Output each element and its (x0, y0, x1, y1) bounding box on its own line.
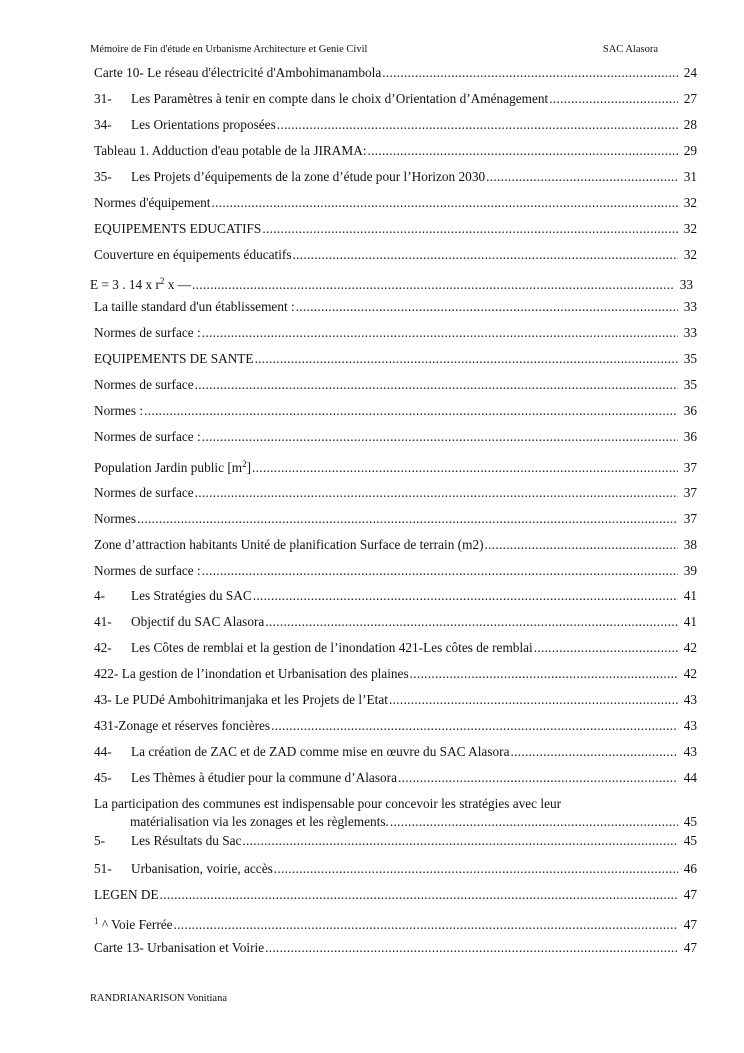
toc-entry-number: 44- (94, 744, 112, 759)
toc-entry-page: 33 (683, 299, 697, 314)
toc-entry-title: Normes : (94, 403, 144, 418)
toc-entry-leader (382, 64, 678, 82)
toc-entry[interactable] (94, 795, 697, 831)
toc-entry[interactable] (94, 717, 697, 735)
toc-entry-title: EQUIPEMENTS DE SANTE (94, 351, 254, 366)
toc-entry-number: 51- (94, 861, 112, 876)
toc-entry-leader (144, 402, 678, 420)
toc-entry-leader (265, 939, 678, 957)
toc-entry[interactable] (94, 324, 697, 342)
toc-entry-page: 42 (683, 666, 697, 681)
toc-entry-title: Les Paramètres à tenir en compte dans le choix d’Orientation d’Aménagement (131, 91, 549, 106)
toc-entry[interactable] (94, 298, 697, 316)
toc-entry-leader (410, 665, 678, 683)
header-right: SAC Alasora (602, 44, 658, 55)
footer-author: RANDRIANARISON Vonitiana (90, 993, 227, 1004)
toc-entry-leader (296, 298, 678, 316)
toc-entry-page: 32 (683, 247, 697, 262)
toc-entry-number: 41- (94, 614, 112, 629)
toc-entry-title: Les Thèmes à étudier pour la commune d’Alasora (131, 770, 397, 785)
toc-entry[interactable] (94, 484, 697, 502)
toc-entry[interactable] (94, 939, 697, 957)
toc-entry-page: 41 (683, 588, 697, 603)
toc-entry-leader (195, 376, 678, 394)
toc-entry-title: Normes d'équipement (94, 195, 211, 210)
toc-entry-page: 47 (683, 940, 697, 955)
toc-entry[interactable] (94, 613, 697, 631)
toc-entry-leader (202, 428, 678, 446)
toc-entry-leader (192, 276, 674, 294)
toc-entry-leader (242, 832, 678, 850)
toc-entry-page: 32 (683, 221, 697, 236)
toc-entry-page: 33 (679, 277, 693, 292)
toc-entry[interactable] (94, 587, 697, 605)
toc-entry-title: EQUIPEMENTS EDUCATIFS (94, 221, 262, 236)
toc-entry-title: 43- Le PUDé Ambohitrimanjaka et les Projets de l’Etat (94, 692, 388, 707)
toc-entry-leader (262, 220, 678, 238)
toc-entry-page: 45 (683, 833, 697, 848)
toc-entry-leader (274, 860, 678, 878)
toc-entry-number: 35- (94, 169, 112, 184)
toc-entry-title: Population Jardin public $[m^2]$ (94, 459, 252, 475)
toc-entry-page: 39 (683, 563, 697, 578)
toc-entry-leader (389, 691, 678, 709)
toc-entry-page: 35 (683, 377, 697, 392)
toc-entry-title: Les Projets d’équipements de la zone d’étude pour l’Horizon 2030 (131, 169, 486, 184)
toc-entry[interactable] (94, 832, 697, 850)
toc-entry-page: 31 (683, 169, 697, 184)
toc-entry-title: La taille standard d'un établissement : (94, 299, 295, 314)
toc-entry-page: 37 (683, 460, 697, 475)
toc-entry-title: Objectif du SAC Alasora (131, 614, 265, 629)
toc-entry-number: 5- (94, 833, 106, 848)
toc-entry-title: Zone d’attraction habitants Unité de planification Surface de terrain (m2) (94, 537, 484, 552)
toc-entry[interactable] (94, 769, 697, 787)
toc-entry-page: 27 (683, 91, 697, 106)
toc-entry-page: 37 (683, 485, 697, 500)
toc-entry-page: 38 (683, 537, 697, 552)
toc-entry-title: Normes de surface : (94, 429, 201, 444)
toc-entry[interactable] (94, 455, 697, 477)
toc-entry-title: Les Orientations proposées (131, 117, 276, 132)
toc-entry[interactable] (94, 64, 697, 82)
toc-entry-leader (160, 886, 678, 904)
toc-entry-number: 34- (94, 117, 112, 132)
toc-entry-page: 47 (683, 887, 697, 902)
toc-entry-leader (534, 639, 678, 657)
toc-entry[interactable] (94, 350, 697, 368)
toc-entry-title: Les Stratégies du SAC (131, 588, 252, 603)
toc-entry-leader (212, 194, 679, 212)
toc-entry[interactable] (94, 691, 697, 709)
toc-entry-page: 44 (683, 770, 697, 785)
toc-entry-leader (252, 459, 678, 477)
toc-entry-leader (368, 142, 678, 160)
toc-entry[interactable] (94, 860, 697, 878)
toc-entry-page: 42 (683, 640, 697, 655)
toc-entry-title: E = 3 . 14 x $r^2$ x — (90, 276, 192, 292)
toc-entry-number: 45- (94, 770, 112, 785)
toc-entry-superscript: 2 (242, 459, 247, 469)
toc-entry-title: Normes de surface : (94, 325, 201, 340)
toc-entry-leader (271, 717, 678, 735)
toc-entry[interactable] (94, 639, 697, 657)
toc-entry-page: 46 (683, 861, 697, 876)
toc-entry-title: Les Résultats du Sac (131, 833, 242, 848)
toc-entry[interactable] (94, 194, 697, 212)
toc-entry[interactable] (94, 743, 697, 761)
toc-entry[interactable] (94, 220, 697, 238)
toc-entry-title: Normes de surface : (94, 563, 201, 578)
toc-entry-leader (202, 324, 678, 342)
toc-entry-title: Carte 10- Le réseau d'électricité d'Ambohimanambola (94, 65, 382, 80)
toc-entry-number: 31- (94, 91, 112, 106)
toc-entry-title-cont: matérialisation via les zonages et les règlements. (130, 814, 389, 829)
toc-entry-page: 29 (683, 143, 697, 158)
toc-entry-leader (265, 613, 678, 631)
toc-entry-title: Tableau 1. Adduction d'eau potable de la JIRAMA: (94, 143, 367, 158)
toc-entry-title: 431-Zonage et réserves foncières (94, 718, 271, 733)
toc-entry[interactable] (94, 428, 697, 446)
toc-entry[interactable] (94, 116, 697, 134)
toc-entry[interactable] (94, 168, 697, 186)
toc-entry[interactable] (94, 510, 697, 528)
toc-entry-leader (202, 562, 678, 580)
toc-entry-line2 (94, 813, 697, 831)
toc-entry-page: 43 (683, 744, 697, 759)
toc-entry-title: Les Côtes de remblai et la gestion de l’inondation 421-Les côtes de remblai (131, 640, 533, 655)
toc-entry-title: Normes de surface (94, 377, 194, 392)
toc-entry-leader (390, 813, 678, 831)
toc-entry-leader (174, 916, 678, 934)
toc-entry-title: Couverture en équipements éducatifs (94, 247, 292, 262)
toc-entry-title: Carte 13- Urbanisation et Voirie (94, 940, 265, 955)
toc-entry-superscript: 2 (159, 276, 165, 286)
toc-entry[interactable] (90, 272, 693, 294)
toc-entry-page: 36 (683, 429, 697, 444)
toc-entry[interactable] (94, 142, 697, 160)
toc-entry-leader (277, 116, 678, 134)
toc-entry-page: 43 (683, 718, 697, 733)
page-header (90, 44, 658, 58)
toc-entry[interactable] (94, 536, 697, 554)
toc-entry-title: 422- La gestion de l’inondation et Urbanisation des plaines (94, 666, 409, 681)
toc-entry-page: 47 (683, 917, 697, 932)
toc-entry[interactable] (94, 562, 697, 580)
toc-entry-page: 32 (683, 195, 697, 210)
toc-entry-page: 37 (683, 511, 697, 526)
toc-entry[interactable] (94, 90, 697, 108)
toc-entry-leader (511, 743, 679, 761)
toc-entry-page: 35 (683, 351, 697, 366)
toc-entry-number: 4- (94, 588, 106, 603)
toc-entry[interactable] (94, 665, 697, 683)
toc-entry-leader (293, 246, 678, 264)
toc-entry-title: Urbanisation, voirie, accès (131, 861, 273, 876)
toc-entry-title: Normes (94, 511, 137, 526)
toc-entry-leader (486, 168, 678, 186)
toc-entry-page: 36 (683, 403, 697, 418)
toc-entry-leader (253, 587, 678, 605)
toc-entry-page: 33 (683, 325, 697, 340)
toc-entry-leader (485, 536, 678, 554)
toc-entry-title: La création de ZAC et de ZAD comme mise en œuvre du SAC Alasora (131, 744, 510, 759)
toc-entry[interactable] (94, 402, 697, 420)
toc-entry-page: 43 (683, 692, 697, 707)
toc-entry-leader (137, 510, 678, 528)
toc-entry-leader (549, 90, 678, 108)
toc-entry[interactable] (94, 886, 697, 904)
toc-entry-page: 45 (683, 814, 697, 829)
toc-entry[interactable] (94, 912, 697, 934)
toc-entry-line1: La participation des communes est indispensable pour concevoir les stratégies avec leur (94, 796, 562, 811)
toc-entry-leader (195, 484, 678, 502)
toc-entry-leader (255, 350, 678, 368)
toc-entry-title: $^1$ ^ Voie Ferrée (94, 916, 173, 932)
header-left: Mémoire de Fin d'étude en Urbanisme Architecture et Genie Civil (90, 44, 368, 55)
toc-entry-leader (398, 769, 678, 787)
toc-entry-page: 24 (683, 65, 697, 80)
toc-entry[interactable] (94, 246, 697, 264)
toc-entry-title: Normes de surface (94, 485, 194, 500)
toc-entry-page: 41 (683, 614, 697, 629)
toc-entry-title: LEGEN DE (94, 887, 159, 902)
toc-entry[interactable] (94, 376, 697, 394)
toc-entry-page: 28 (683, 117, 697, 132)
toc-entry-marker: 1 (94, 916, 99, 926)
toc-entry-number: 42- (94, 640, 112, 655)
